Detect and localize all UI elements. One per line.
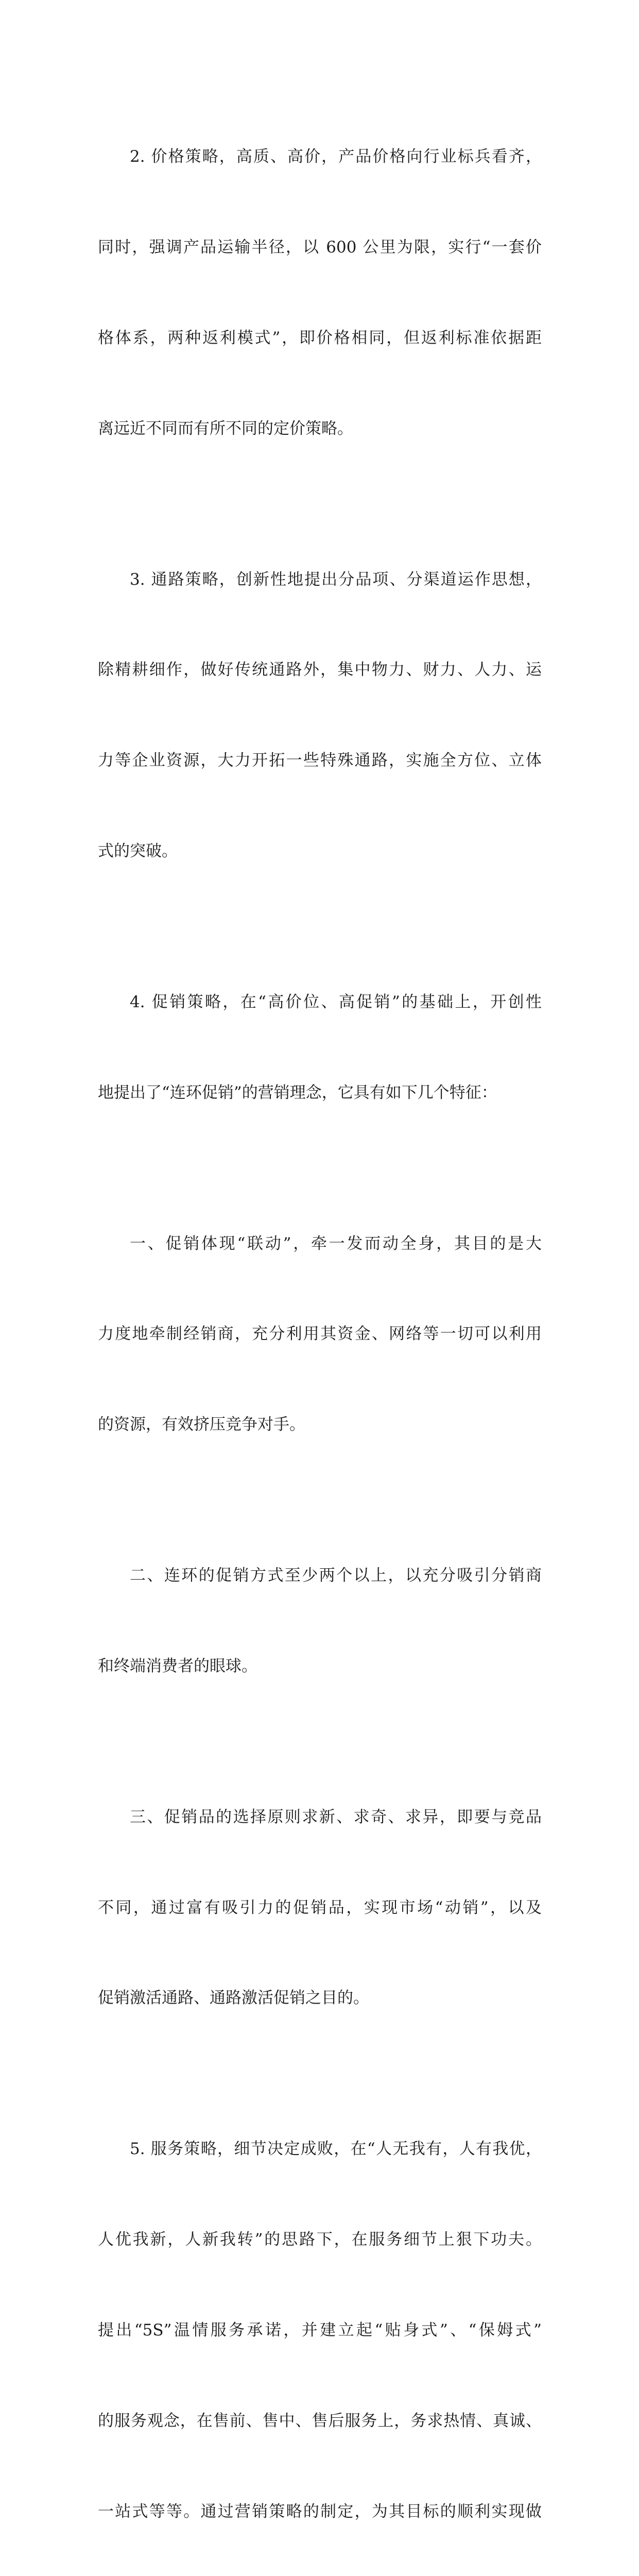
paragraph-promotion-strategy bbox=[98, 927, 542, 1168]
text-line: 式的突破。 bbox=[98, 841, 178, 860]
text-line: 除精耕细作，做好传统通路外，集中物力、财力、人力、运 bbox=[98, 660, 542, 680]
paragraph-price-strategy bbox=[98, 81, 542, 504]
text-line: 力度地牵制经销商，充分利用其资金、网络等一切可以利用 bbox=[98, 1325, 542, 1344]
text-line: 的资源，有效挤压竞争对手。 bbox=[98, 1415, 305, 1434]
paragraph-feature-two bbox=[98, 1500, 542, 1742]
paragraph-service-strategy bbox=[98, 2074, 542, 2576]
text-line: 三、促销品的选择原则求新、求奇、求异，即要与竞品 bbox=[130, 1807, 542, 1826]
text-line: 同时，强调产品运输半径，以 600 公里为限，实行“一套价 bbox=[98, 238, 542, 257]
document-body bbox=[98, 81, 542, 2576]
text-line: 3. 通路策略，创新性地提出分品项、分渠道运作思想， bbox=[130, 570, 542, 589]
text-line: 不同，通过富有吸引力的促销品，实现市场“动销”，以及 bbox=[98, 1898, 542, 1917]
text-line: 的服务观念，在售前、售中、售后服务上，务求热情、真诚、 bbox=[98, 2411, 542, 2430]
text-line: 一站式等等。通过营销策略的制定，为其目标的顺利实现做 bbox=[98, 2502, 542, 2521]
text-line: 提出“5S”温情服务承诺，并建立起“贴身式”、“保姆式” bbox=[98, 2320, 542, 2340]
text-line: 格体系，两种返利模式”，即价格相同，但返利标准依据距 bbox=[98, 328, 542, 347]
text-line: 离远近不同而有所不同的定价策略。 bbox=[98, 419, 353, 438]
text-line: 地提出了“连环促销”的营销理念，它具有如下几个特征： bbox=[98, 1083, 497, 1102]
paragraph-channel-strategy bbox=[98, 504, 542, 926]
text-line: 4. 促销策略，在“高价位、高促销”的基础上，开创性 bbox=[130, 992, 542, 1011]
text-line: 二、连环的促销方式至少两个以上，以充分吸引分销商 bbox=[130, 1566, 542, 1585]
paragraph-feature-one bbox=[98, 1168, 542, 1500]
text-line: 5. 服务策略，细节决定成败，在“人无我有，人有我优， bbox=[130, 2140, 542, 2159]
paragraph-feature-three bbox=[98, 1742, 542, 2074]
text-line: 一、促销体现“联动”，牵一发而动全身，其目的是大 bbox=[130, 1234, 542, 1253]
text-line: 和终端消费者的眼球。 bbox=[98, 1656, 257, 1675]
text-line: 促销激活通路、通路激活促销之目的。 bbox=[98, 1989, 369, 2008]
text-line: 2. 价格策略，高质、高价，产品价格向行业标兵看齐， bbox=[130, 147, 542, 166]
text-line: 人优我新，人新我转”的思路下，在服务细节上狠下功夫。 bbox=[98, 2230, 542, 2249]
text-line: 力等企业资源，大力开拓一些特殊通路，实施全方位、立体 bbox=[98, 751, 542, 770]
